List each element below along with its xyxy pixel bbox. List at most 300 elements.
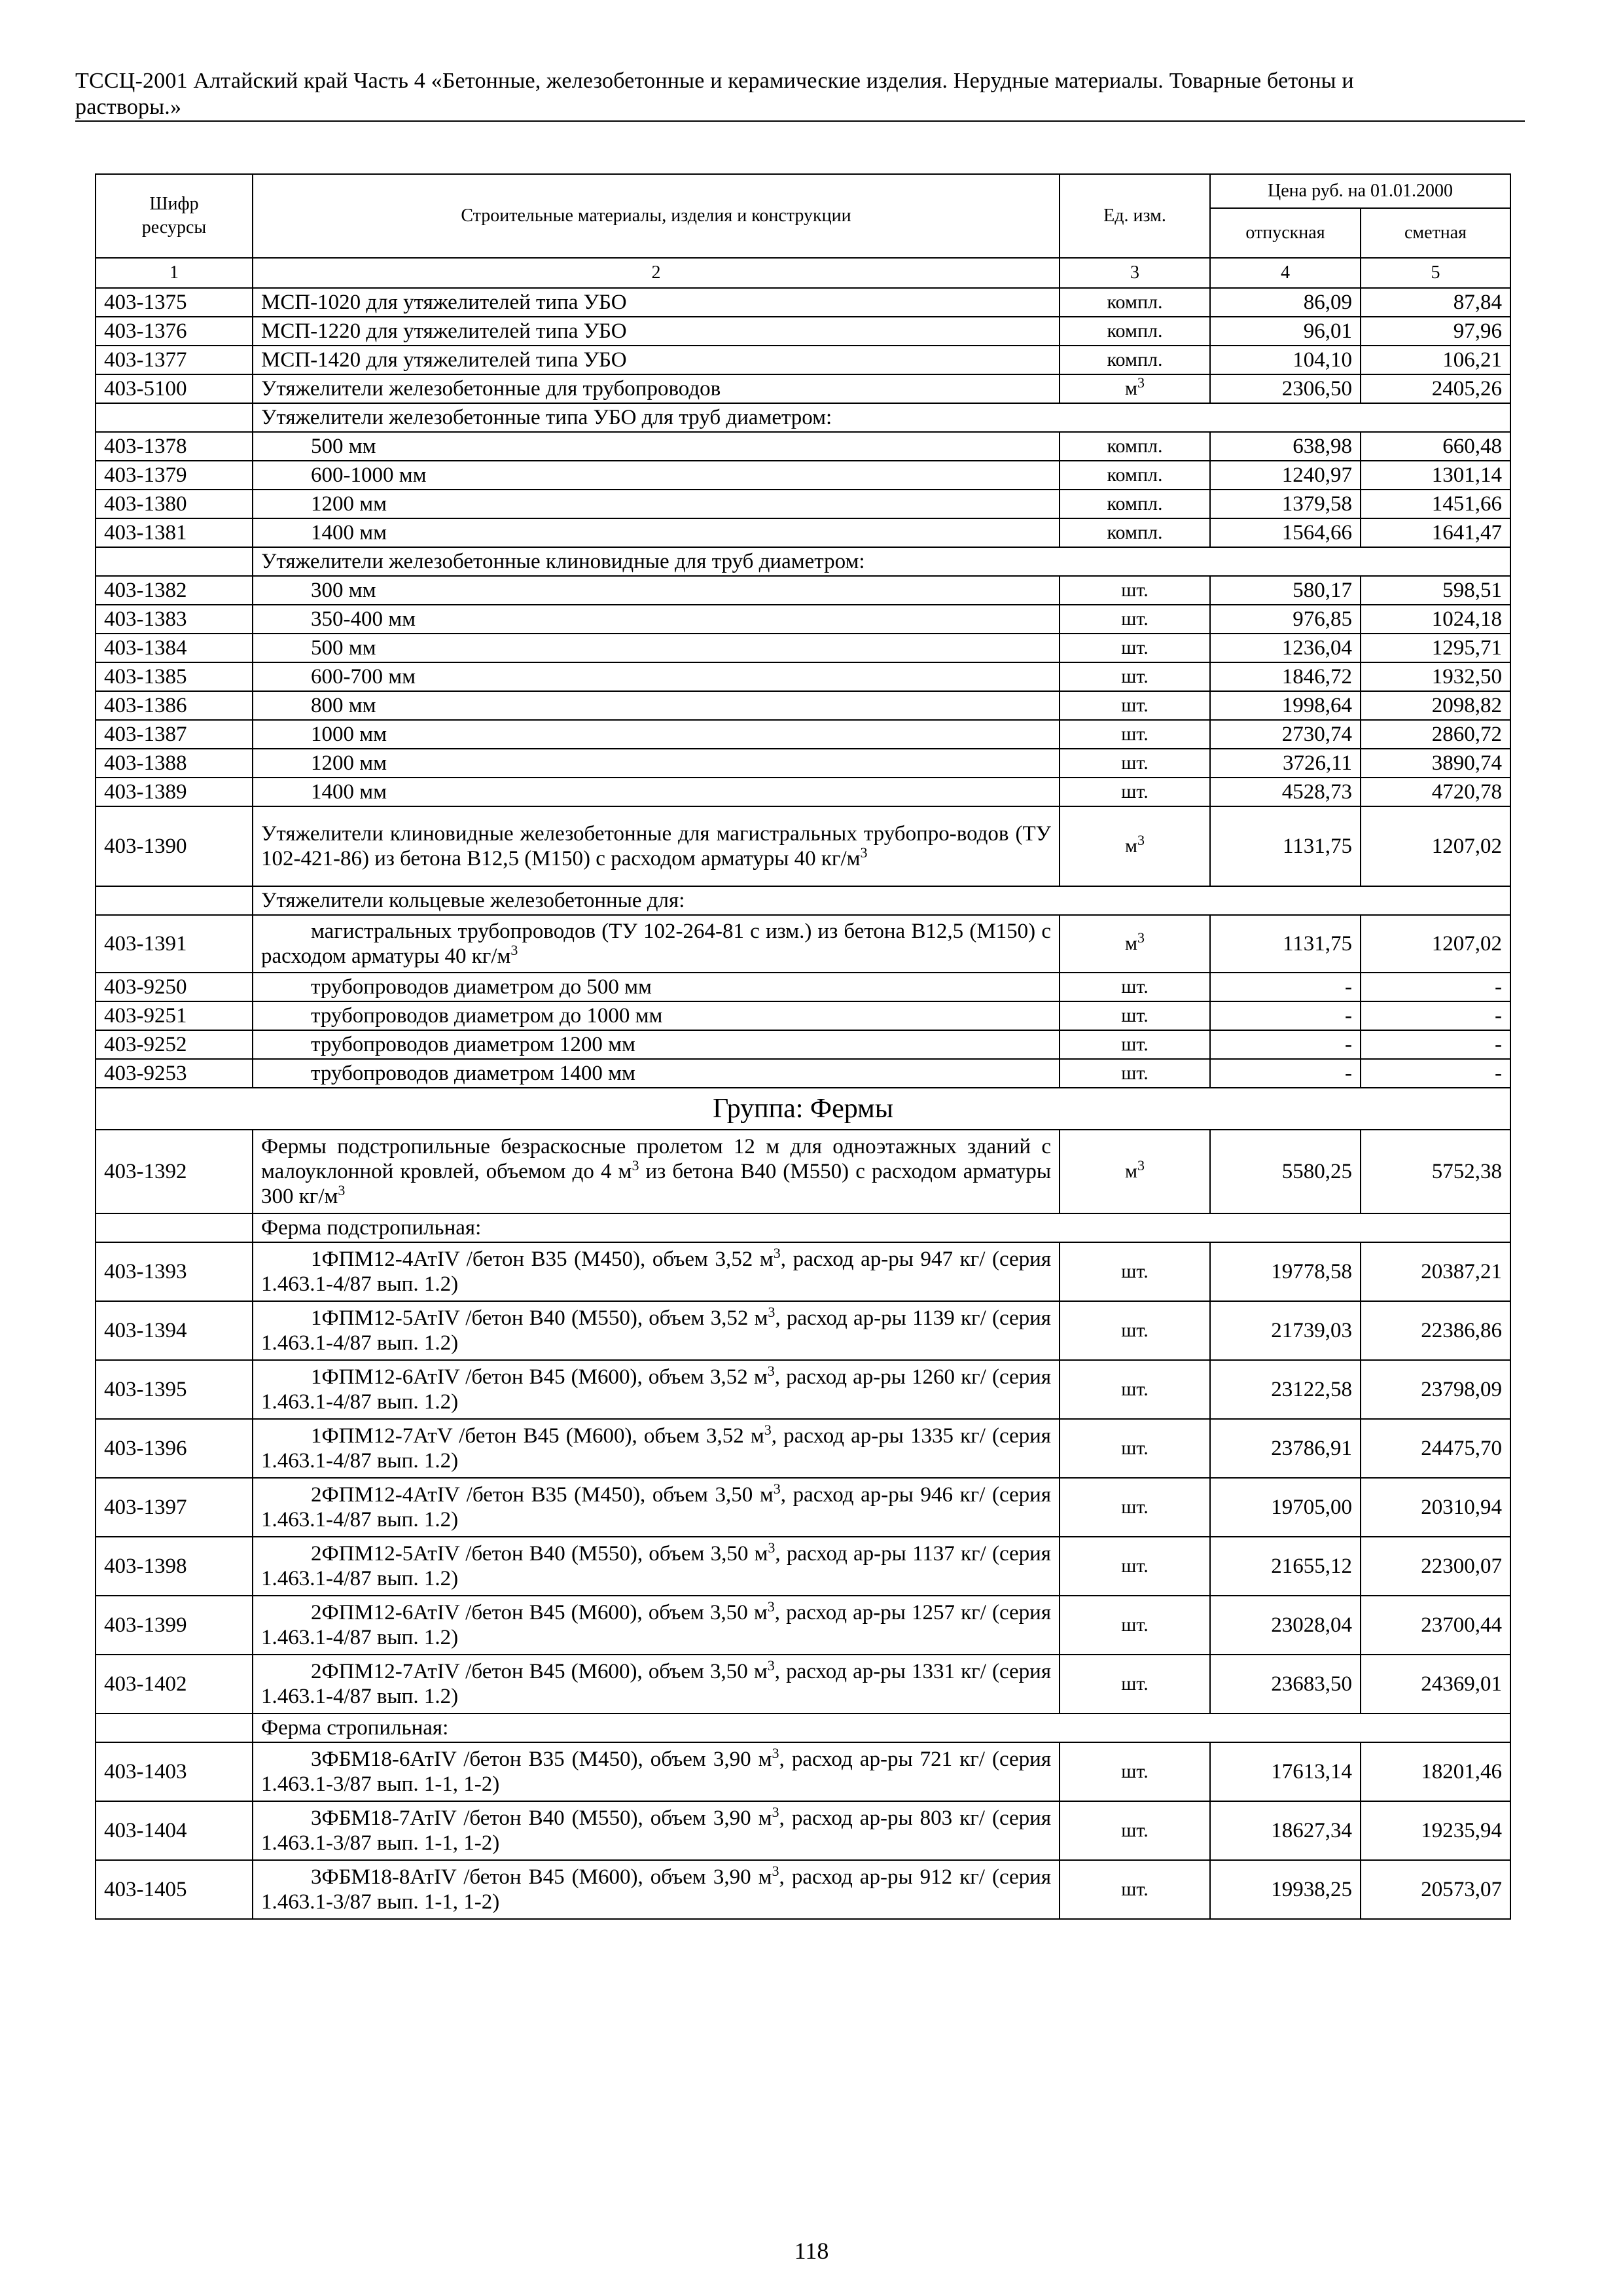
table-row: [96, 1360, 1510, 1419]
material-name: МСП-1020 для утяжелителей типа УБО: [253, 288, 1060, 317]
unit-text: компл.: [1107, 464, 1163, 486]
unit-cell: [1060, 806, 1210, 886]
unit-text: шт.: [1121, 1033, 1149, 1055]
unit-text: шт.: [1121, 579, 1149, 601]
material-name-text: 3ФБМ18-7АтIV /бетон В40 (М550), объем 3,90 м: [311, 1806, 772, 1830]
superscript: 3: [338, 1182, 346, 1198]
release-price: 18627,34: [1210, 1801, 1361, 1860]
superscript: 3: [772, 1863, 779, 1879]
col-header-price-group: Цена руб. на 01.01.2000: [1210, 174, 1510, 208]
unit-text: шт.: [1121, 752, 1149, 774]
table-row: [96, 1242, 1510, 1301]
material-name-text: 2ФПМ12-5АтIV /бетон В40 (М550), объем 3,50 м: [311, 1542, 768, 1566]
table-row: [96, 346, 1510, 374]
unit-cell: [1060, 490, 1210, 518]
resource-code: 403-1397: [96, 1478, 253, 1537]
estimate-price: 2860,72: [1361, 720, 1510, 749]
material-name: 1000 мм: [253, 720, 1060, 749]
material-name: трубопроводов диаметром до 500 мм: [253, 973, 1060, 1001]
estimate-price: 20387,21: [1361, 1242, 1510, 1301]
unit-cell: [1060, 720, 1210, 749]
material-name-text: Фермы подстропильные безраскосные пролетом 12 м для одноэтажных зданий с малоуклонной кровлей, объемом до 4 м: [261, 1135, 1051, 1183]
estimate-price: 1207,02: [1361, 806, 1510, 886]
unit-text: компл.: [1107, 349, 1163, 370]
table-row: [96, 461, 1510, 490]
estimate-price: 1295,71: [1361, 634, 1510, 662]
resource-code: 403-1377: [96, 346, 253, 374]
material-name-text: 3ФБМ18-8АтIV /бетон В45 (М600), объем 3,90 м: [311, 1865, 772, 1889]
unit-cell: [1060, 346, 1210, 374]
material-name: 600-700 мм: [253, 662, 1060, 691]
table-row: [96, 605, 1510, 634]
table-row: [96, 547, 1510, 576]
material-name: 500 мм: [253, 432, 1060, 461]
column-number: 4: [1210, 258, 1361, 288]
unit-text: м: [1125, 933, 1137, 954]
unit-text: шт.: [1121, 608, 1149, 630]
section-subheading: Ферма подстропильная:: [253, 1213, 1510, 1242]
unit-cell: [1060, 461, 1210, 490]
release-price: 1379,58: [1210, 490, 1361, 518]
price-table: [95, 173, 1511, 1920]
resource-code: 403-1402: [96, 1655, 253, 1713]
unit-cell: [1060, 1001, 1210, 1030]
resource-code: 403-1378: [96, 432, 253, 461]
table-row: [96, 1860, 1510, 1919]
table-row: [96, 490, 1510, 518]
unit-text: шт.: [1121, 1673, 1149, 1695]
material-name-text: , расход ар-ры 1139 кг/ (серия 1.463.1-4/87 вып. 1.2): [261, 1306, 1051, 1355]
resource-code: 403-9253: [96, 1059, 253, 1088]
table-row: [96, 915, 1510, 973]
table-row: [96, 1713, 1510, 1742]
unit-text: компл.: [1107, 291, 1163, 313]
table-row: [96, 403, 1510, 432]
unit-cell: [1060, 1242, 1210, 1301]
superscript: 3: [767, 1657, 775, 1674]
material-name-text: , расход ар-ры 947 кг/ (серия 1.463.1-4/87 вып. 1.2): [261, 1247, 1051, 1296]
estimate-price: 23798,09: [1361, 1360, 1510, 1419]
superscript: 3: [860, 844, 868, 861]
column-number: 5: [1361, 258, 1510, 288]
estimate-price: 1641,47: [1361, 518, 1510, 547]
material-name-text: 3ФБМ18-6АтIV /бетон В35 (М450), объем 3,90 м: [311, 1748, 772, 1771]
table-row: [96, 1301, 1510, 1360]
release-price: 1998,64: [1210, 691, 1361, 720]
material-name-text: , расход ар-ры 1260 кг/ (серия 1.463.1-4/87 вып. 1.2): [261, 1365, 1051, 1414]
release-price: 1240,97: [1210, 461, 1361, 490]
unit-cell: [1060, 634, 1210, 662]
material-name-text: из бетона В40 (М550) с расходом арматуры 300 кг/м: [261, 1160, 1051, 1208]
table-row: [96, 317, 1510, 346]
estimate-price: 1207,02: [1361, 915, 1510, 973]
unit-text: шт.: [1121, 1378, 1149, 1400]
col-header-release-price: отпускная: [1210, 208, 1361, 258]
material-name: [253, 1801, 1060, 1860]
estimate-price: 106,21: [1361, 346, 1510, 374]
superscript: 3: [510, 942, 518, 958]
release-price: 2306,50: [1210, 374, 1361, 403]
estimate-price: -: [1361, 1059, 1510, 1088]
table-row: [96, 518, 1510, 547]
table-row: [96, 576, 1510, 605]
column-number: 3: [1060, 258, 1210, 288]
unit-text: компл.: [1107, 493, 1163, 514]
unit-cell: [1060, 778, 1210, 806]
unit-cell: [1060, 1860, 1210, 1919]
unit-cell: [1060, 518, 1210, 547]
resource-code: 403-9251: [96, 1001, 253, 1030]
unit-cell: [1060, 288, 1210, 317]
estimate-price: 5752,38: [1361, 1130, 1510, 1213]
material-name-text: 1ФПМ12-6АтIV /бетон В45 (М600), объем 3,52 м: [311, 1365, 768, 1389]
table-row: [96, 432, 1510, 461]
table-row: [96, 1478, 1510, 1537]
superscript: 3: [632, 1157, 639, 1174]
resource-code: 403-1383: [96, 605, 253, 634]
empty-cell: [96, 886, 253, 915]
estimate-price: 3890,74: [1361, 749, 1510, 778]
empty-cell: [96, 403, 253, 432]
material-name: 350-400 мм: [253, 605, 1060, 634]
release-price: 580,17: [1210, 576, 1361, 605]
material-name: [253, 1478, 1060, 1537]
release-price: 4528,73: [1210, 778, 1361, 806]
unit-superscript: 3: [1137, 832, 1145, 848]
material-name-text: , расход ар-ры 803 кг/ (серия 1.463.1-3/87 вып. 1-1, 1-2): [261, 1806, 1051, 1855]
unit-cell: [1060, 1030, 1210, 1059]
resource-code: 403-1399: [96, 1596, 253, 1655]
material-name-text: 2ФПМ12-6АтIV /бетон В45 (М600), объем 3,50 м: [311, 1601, 768, 1624]
resource-code: 403-9252: [96, 1030, 253, 1059]
material-name: 1400 мм: [253, 518, 1060, 547]
superscript: 3: [768, 1539, 776, 1556]
unit-cell: [1060, 1130, 1210, 1213]
unit-text: шт.: [1121, 723, 1149, 745]
estimate-price: 24369,01: [1361, 1655, 1510, 1713]
unit-cell: [1060, 973, 1210, 1001]
unit-cell: [1060, 317, 1210, 346]
table-row: [96, 1213, 1510, 1242]
estimate-price: 18201,46: [1361, 1742, 1510, 1801]
material-name-text: 2ФПМ12-7АтIV /бетон В45 (М600), объем 3,50 м: [311, 1660, 768, 1683]
estimate-price: 2098,82: [1361, 691, 1510, 720]
empty-cell: [96, 1213, 253, 1242]
material-name-text: 1ФПМ12-4АтIV /бетон В35 (М450), объем 3,52 м: [311, 1247, 774, 1271]
release-price: 21655,12: [1210, 1537, 1361, 1596]
release-price: 1846,72: [1210, 662, 1361, 691]
unit-cell: [1060, 1360, 1210, 1419]
estimate-price: 22300,07: [1361, 1537, 1510, 1596]
document-header: [75, 68, 1525, 120]
unit-text: шт.: [1121, 1437, 1149, 1459]
unit-cell: [1060, 374, 1210, 403]
release-price: -: [1210, 973, 1361, 1001]
table-row: [96, 374, 1510, 403]
section-subheading: Утяжелители железобетонные типа УБО для труб диаметром:: [253, 403, 1510, 432]
superscript: 3: [773, 1480, 781, 1497]
release-price: -: [1210, 1030, 1361, 1059]
material-name-text: , расход ар-ры 1137 кг/ (серия 1.463.1-4/87 вып. 1.2): [261, 1542, 1051, 1590]
unit-text: шт.: [1121, 637, 1149, 658]
superscript: 3: [768, 1304, 776, 1320]
estimate-price: -: [1361, 1001, 1510, 1030]
table-row: [96, 1596, 1510, 1655]
unit-cell: [1060, 432, 1210, 461]
release-price: 5580,25: [1210, 1130, 1361, 1213]
empty-cell: [96, 547, 253, 576]
material-name: [253, 1419, 1060, 1478]
resource-code: 403-1375: [96, 288, 253, 317]
release-price: 1564,66: [1210, 518, 1361, 547]
material-name: Утяжелители железобетонные для трубопроводов: [253, 374, 1060, 403]
release-price: 23683,50: [1210, 1655, 1361, 1713]
material-name-text: , расход ар-ры 721 кг/ (серия 1.463.1-3/87 вып. 1-1, 1-2): [261, 1748, 1051, 1796]
material-name-text: , расход ар-ры 1335 кг/ (серия 1.463.1-4/87 вып. 1.2): [261, 1424, 1051, 1473]
table-row: [96, 1001, 1510, 1030]
resource-code: 403-1382: [96, 576, 253, 605]
table-row: [96, 806, 1510, 886]
estimate-price: 1301,14: [1361, 461, 1510, 490]
material-name: [253, 1301, 1060, 1360]
material-name: 600-1000 мм: [253, 461, 1060, 490]
table-row: [96, 973, 1510, 1001]
header-line-2: растворы.»: [75, 95, 182, 119]
material-name: [253, 1655, 1060, 1713]
unit-cell: [1060, 1742, 1210, 1801]
release-price: 19778,58: [1210, 1242, 1361, 1301]
material-name: [253, 1360, 1060, 1419]
unit-cell: [1060, 662, 1210, 691]
unit-text: шт.: [1121, 1761, 1149, 1782]
release-price: 23028,04: [1210, 1596, 1361, 1655]
col-header-estimate-price: сметная: [1361, 208, 1510, 258]
release-price: 1131,75: [1210, 806, 1361, 886]
material-name-text: , расход ар-ры 1331 кг/ (серия 1.463.1-4/87 вып. 1.2): [261, 1660, 1051, 1708]
unit-cell: [1060, 1596, 1210, 1655]
table-row: [96, 720, 1510, 749]
material-name: 1200 мм: [253, 749, 1060, 778]
release-price: 23122,58: [1210, 1360, 1361, 1419]
page-number: 118: [794, 2238, 829, 2264]
release-price: 19938,25: [1210, 1860, 1361, 1919]
estimate-price: 20310,94: [1361, 1478, 1510, 1537]
release-price: 3726,11: [1210, 749, 1361, 778]
table-row: [96, 749, 1510, 778]
estimate-price: 1451,66: [1361, 490, 1510, 518]
resource-code: 403-1387: [96, 720, 253, 749]
unit-text: шт.: [1121, 1062, 1149, 1084]
estimate-price: 1932,50: [1361, 662, 1510, 691]
superscript: 3: [767, 1363, 775, 1379]
resource-code: 403-1391: [96, 915, 253, 973]
release-price: 104,10: [1210, 346, 1361, 374]
unit-text: шт.: [1121, 1496, 1149, 1518]
unit-text: шт.: [1121, 1555, 1149, 1577]
material-name: 300 мм: [253, 576, 1060, 605]
estimate-price: 2405,26: [1361, 374, 1510, 403]
material-name: [253, 1742, 1060, 1801]
resource-code: 403-1395: [96, 1360, 253, 1419]
header-line-1: ТССЦ-2001 Алтайский край Часть 4 «Бетонные, железобетонные и керамические изделия. Нерудные материалы. Товарные бетоны и: [75, 69, 1354, 93]
unit-text: шт.: [1121, 1820, 1149, 1841]
table-row: [96, 1030, 1510, 1059]
table-row: [96, 1419, 1510, 1478]
unit-text: м: [1125, 1160, 1137, 1182]
release-price: 638,98: [1210, 432, 1361, 461]
section-subheading: Утяжелители железобетонные клиновидные для труб диаметром:: [253, 547, 1510, 576]
unit-text: м: [1125, 378, 1137, 399]
col-header-name: Строительные материалы, изделия и конструкции: [253, 174, 1060, 258]
table-row: [96, 662, 1510, 691]
column-number: 2: [253, 258, 1060, 288]
table-row: [96, 288, 1510, 317]
estimate-price: 598,51: [1361, 576, 1510, 605]
release-price: 86,09: [1210, 288, 1361, 317]
resource-code: 403-1380: [96, 490, 253, 518]
table-row: [96, 634, 1510, 662]
table-row: [96, 691, 1510, 720]
col-header-code: Шифр ресурсы: [96, 174, 253, 258]
estimate-price: 20573,07: [1361, 1860, 1510, 1919]
unit-text: шт.: [1121, 976, 1149, 997]
material-name: [253, 915, 1060, 973]
estimate-price: 19235,94: [1361, 1801, 1510, 1860]
unit-cell: [1060, 1655, 1210, 1713]
resource-code: 403-1404: [96, 1801, 253, 1860]
estimate-price: 1024,18: [1361, 605, 1510, 634]
release-price: 1236,04: [1210, 634, 1361, 662]
estimate-price: 97,96: [1361, 317, 1510, 346]
unit-cell: [1060, 915, 1210, 973]
estimate-price: 22386,86: [1361, 1301, 1510, 1360]
unit-text: шт.: [1121, 1614, 1149, 1636]
unit-text: шт.: [1121, 1261, 1149, 1282]
unit-text: компл.: [1107, 435, 1163, 457]
resource-code: 403-1388: [96, 749, 253, 778]
estimate-price: 23700,44: [1361, 1596, 1510, 1655]
superscript: 3: [773, 1245, 781, 1261]
release-price: 96,01: [1210, 317, 1361, 346]
material-name-text: , расход ар-ры 946 кг/ (серия 1.463.1-4/87 вып. 1.2): [261, 1483, 1051, 1532]
unit-cell: [1060, 1537, 1210, 1596]
section-subheading: Утяжелители кольцевые железобетонные для:: [253, 886, 1510, 915]
material-name: МСП-1220 для утяжелителей типа УБО: [253, 317, 1060, 346]
release-price: 17613,14: [1210, 1742, 1361, 1801]
resource-code: 403-1381: [96, 518, 253, 547]
unit-cell: [1060, 749, 1210, 778]
material-name: [253, 1130, 1060, 1213]
resource-code: 403-9250: [96, 973, 253, 1001]
material-name-text: 1ФПМ12-5АтIV /бетон В40 (М550), объем 3,52 м: [311, 1306, 768, 1330]
material-name: [253, 806, 1060, 886]
superscript: 3: [772, 1745, 779, 1761]
estimate-price: 660,48: [1361, 432, 1510, 461]
resource-code: 403-1389: [96, 778, 253, 806]
unit-superscript: 3: [1137, 374, 1145, 391]
empty-cell: [96, 1713, 253, 1742]
unit-text: шт.: [1121, 1319, 1149, 1341]
unit-text: шт.: [1121, 781, 1149, 802]
material-name: [253, 1596, 1060, 1655]
superscript: 3: [764, 1422, 772, 1438]
release-price: 976,85: [1210, 605, 1361, 634]
column-number: 1: [96, 258, 253, 288]
unit-text: шт.: [1121, 666, 1149, 687]
table-header-row: [96, 174, 1510, 208]
resource-code: 403-1403: [96, 1742, 253, 1801]
col-header-unit: Ед. изм.: [1060, 174, 1210, 258]
unit-text: шт.: [1121, 694, 1149, 716]
unit-superscript: 3: [1137, 1157, 1145, 1174]
material-name: трубопроводов диаметром до 1000 мм: [253, 1001, 1060, 1030]
resource-code: 403-1379: [96, 461, 253, 490]
resource-code: 403-1396: [96, 1419, 253, 1478]
resource-code: 403-1376: [96, 317, 253, 346]
column-numbers-row: [96, 258, 1510, 288]
superscript: 3: [772, 1804, 779, 1820]
material-name: [253, 1242, 1060, 1301]
material-name: 800 мм: [253, 691, 1060, 720]
material-name: 1200 мм: [253, 490, 1060, 518]
header-rule: [75, 120, 1525, 122]
material-name-text: , расход ар-ры 1257 кг/ (серия 1.463.1-4/87 вып. 1.2): [261, 1601, 1051, 1649]
estimate-price: 4720,78: [1361, 778, 1510, 806]
unit-cell: [1060, 1801, 1210, 1860]
release-price: -: [1210, 1001, 1361, 1030]
unit-cell: [1060, 1478, 1210, 1537]
material-name: 500 мм: [253, 634, 1060, 662]
unit-text: компл.: [1107, 522, 1163, 543]
unit-cell: [1060, 1419, 1210, 1478]
unit-text: шт.: [1121, 1878, 1149, 1900]
release-price: 2730,74: [1210, 720, 1361, 749]
unit-cell: [1060, 691, 1210, 720]
table-row: [96, 778, 1510, 806]
unit-text: компл.: [1107, 320, 1163, 342]
resource-code: 403-1392: [96, 1130, 253, 1213]
material-name-text: 2ФПМ12-4АтIV /бетон В35 (М450), объем 3,50 м: [311, 1483, 774, 1507]
unit-cell: [1060, 1059, 1210, 1088]
resource-code: 403-1384: [96, 634, 253, 662]
material-name: 1400 мм: [253, 778, 1060, 806]
material-name: [253, 1860, 1060, 1919]
material-name-text: магистральных трубопроводов (ТУ 102-264-81 с изм.) из бетона В12,5 (М150) с расходом арматуры 40 кг/м: [261, 920, 1051, 968]
resource-code: 403-1398: [96, 1537, 253, 1596]
table-row: [96, 1655, 1510, 1713]
material-name-text: Утяжелители клиновидные железобетонные для магистральных трубопро-водов (ТУ 102-421-86) из бетона В12,5 (М150) с расходом арматуры 40 кг/м: [261, 822, 1051, 870]
unit-text: шт.: [1121, 1005, 1149, 1026]
material-name: [253, 1537, 1060, 1596]
table-row: [96, 1801, 1510, 1860]
table-row: [96, 1537, 1510, 1596]
table-row: [96, 1059, 1510, 1088]
material-name-text: 1ФПМ12-7АтV /бетон В45 (М600), объем 3,52 м: [311, 1424, 764, 1448]
material-name: МСП-1420 для утяжелителей типа УБО: [253, 346, 1060, 374]
release-price: 1131,75: [1210, 915, 1361, 973]
estimate-price: 24475,70: [1361, 1419, 1510, 1478]
resource-code: 403-1394: [96, 1301, 253, 1360]
material-name-text: , расход ар-ры 912 кг/ (серия 1.463.1-3/87 вып. 1-1, 1-2): [261, 1865, 1051, 1914]
release-price: 21739,03: [1210, 1301, 1361, 1360]
resource-code: 403-1393: [96, 1242, 253, 1301]
group-heading: Группа: Фермы: [96, 1088, 1510, 1130]
unit-cell: [1060, 605, 1210, 634]
resource-code: 403-1385: [96, 662, 253, 691]
material-name: трубопроводов диаметром 1200 мм: [253, 1030, 1060, 1059]
unit-superscript: 3: [1137, 929, 1145, 946]
table-row: [96, 1742, 1510, 1801]
